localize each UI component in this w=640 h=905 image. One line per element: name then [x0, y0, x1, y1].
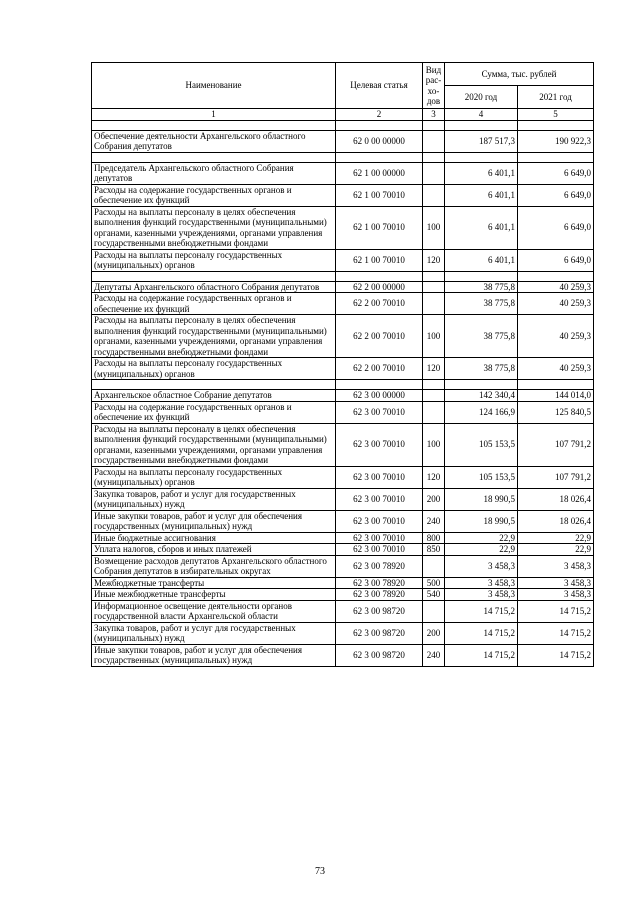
row-expense-type: 800 — [423, 532, 445, 544]
column-index: 4 — [445, 109, 518, 121]
row-target-code: 62 0 00 00000 — [336, 130, 423, 152]
page-number: 73 — [315, 866, 325, 877]
table-row — [92, 555, 594, 577]
row-name: Возмещение расходов депутатов Архангельского областного Собрания депутатов в избирательных округах — [92, 555, 336, 577]
spacer-cell — [336, 152, 423, 162]
spacer-cell — [518, 120, 594, 130]
row-target-code: 62 3 00 78920 — [336, 555, 423, 577]
spacer-row — [92, 380, 594, 390]
row-target-code: 62 2 00 00000 — [336, 281, 423, 293]
section-row — [92, 162, 594, 184]
row-expense-type — [423, 293, 445, 315]
row-value-2020: 6 401,1 — [445, 249, 518, 271]
row-value-2021: 6 649,0 — [518, 206, 594, 249]
row-value-2021: 6 649,0 — [518, 249, 594, 271]
row-name: Уплата налогов, сборов и иных платежей — [92, 544, 336, 556]
row-name: Расходы на выплаты персоналу в целях обеспечения выполнения функций государственными (муниципальными) органами, казенными учреждениями, органами управления государственными внебюджетными фондами — [92, 206, 336, 249]
row-value-2020: 14 715,2 — [445, 622, 518, 644]
row-target-code: 62 1 00 70010 — [336, 184, 423, 206]
spacer-cell — [92, 271, 336, 281]
row-name: Иные бюджетные ассигнования — [92, 532, 336, 544]
section-row — [92, 130, 594, 152]
row-value-2021: 6 649,0 — [518, 162, 594, 184]
row-target-code: 62 3 00 70010 — [336, 466, 423, 488]
row-name: Закупка товаров, работ и услуг для государственных (муниципальных) нужд — [92, 488, 336, 510]
row-name: Расходы на выплаты персоналу государственных (муниципальных) органов — [92, 358, 336, 380]
row-value-2021: 14 715,2 — [518, 622, 594, 644]
spacer-cell — [336, 271, 423, 281]
row-name: Председатель Архангельского областного Собрания депутатов — [92, 162, 336, 184]
row-target-code: 62 3 00 78920 — [336, 589, 423, 601]
row-value-2021: 40 259,3 — [518, 358, 594, 380]
row-name: Закупка товаров, работ и услуг для государственных (муниципальных) нужд — [92, 622, 336, 644]
table-row — [92, 184, 594, 206]
row-name: Расходы на выплаты персоналу государственных (муниципальных) органов — [92, 249, 336, 271]
column-index: 1 — [92, 109, 336, 121]
row-value-2020: 38 775,8 — [445, 358, 518, 380]
spacer-cell — [445, 120, 518, 130]
row-name: Расходы на содержание государственных органов и обеспечение их функций — [92, 184, 336, 206]
row-value-2021: 190 922,3 — [518, 130, 594, 152]
header-2020: 2020 год — [445, 86, 518, 109]
column-index: 5 — [518, 109, 594, 121]
table-row — [92, 532, 594, 544]
row-expense-type: 850 — [423, 544, 445, 556]
column-index-row — [92, 109, 594, 121]
budget-table — [91, 62, 594, 667]
row-value-2021: 40 259,3 — [518, 315, 594, 358]
row-expense-type — [423, 390, 445, 402]
row-target-code: 62 1 00 00000 — [336, 162, 423, 184]
row-expense-type — [423, 281, 445, 293]
row-target-code: 62 3 00 98720 — [336, 622, 423, 644]
row-expense-type: 120 — [423, 466, 445, 488]
table-row — [92, 206, 594, 249]
row-expense-type: 120 — [423, 358, 445, 380]
column-index: 3 — [423, 109, 445, 121]
row-name: Иные закупки товаров, работ и услуг для обеспечения государственных (муниципальных) нужд — [92, 510, 336, 532]
header-2021: 2021 год — [518, 86, 594, 109]
table-row — [92, 401, 594, 423]
table-row — [92, 293, 594, 315]
header-name: Наименование — [92, 63, 336, 109]
table-row — [92, 589, 594, 601]
column-index: 2 — [336, 109, 423, 121]
row-value-2021: 14 715,2 — [518, 644, 594, 666]
row-value-2020: 38 775,8 — [445, 281, 518, 293]
table-row — [92, 622, 594, 644]
table-row — [92, 315, 594, 358]
row-value-2021: 6 649,0 — [518, 184, 594, 206]
row-expense-type: 500 — [423, 577, 445, 589]
row-expense-type — [423, 184, 445, 206]
row-value-2020: 18 990,5 — [445, 488, 518, 510]
table-row — [92, 510, 594, 532]
row-value-2020: 14 715,2 — [445, 644, 518, 666]
spacer-cell — [518, 271, 594, 281]
spacer-cell — [445, 271, 518, 281]
row-target-code: 62 3 00 70010 — [336, 423, 423, 466]
spacer-cell — [92, 120, 336, 130]
row-expense-type: 100 — [423, 315, 445, 358]
row-name: Иные межбюджетные трансферты — [92, 589, 336, 601]
row-value-2020: 105 153,5 — [445, 423, 518, 466]
row-value-2020: 38 775,8 — [445, 315, 518, 358]
row-target-code: 62 3 00 70010 — [336, 401, 423, 423]
table-row — [92, 488, 594, 510]
spacer-cell — [518, 152, 594, 162]
row-value-2021: 3 458,3 — [518, 555, 594, 577]
row-value-2021: 14 715,2 — [518, 600, 594, 622]
table-row — [92, 466, 594, 488]
row-expense-type — [423, 555, 445, 577]
header-row — [92, 63, 594, 86]
table-row — [92, 577, 594, 589]
row-value-2021: 18 026,4 — [518, 510, 594, 532]
row-target-code: 62 3 00 70010 — [336, 544, 423, 556]
row-expense-type: 200 — [423, 622, 445, 644]
row-value-2021: 3 458,3 — [518, 589, 594, 601]
row-expense-type: 540 — [423, 589, 445, 601]
row-expense-type: 240 — [423, 644, 445, 666]
row-target-code: 62 3 00 78920 — [336, 577, 423, 589]
spacer-cell — [423, 152, 445, 162]
spacer-cell — [423, 120, 445, 130]
table-row — [92, 644, 594, 666]
row-name: Расходы на содержание государственных органов и обеспечение их функций — [92, 401, 336, 423]
table-body — [92, 120, 594, 666]
row-value-2020: 22,9 — [445, 532, 518, 544]
spacer-cell — [336, 380, 423, 390]
row-expense-type: 100 — [423, 423, 445, 466]
row-value-2021: 3 458,3 — [518, 577, 594, 589]
row-expense-type: 120 — [423, 249, 445, 271]
row-value-2020: 3 458,3 — [445, 589, 518, 601]
section-row — [92, 390, 594, 402]
row-value-2020: 14 715,2 — [445, 600, 518, 622]
row-expense-type — [423, 162, 445, 184]
row-name: Депутаты Архангельского областного Собрания депутатов — [92, 281, 336, 293]
row-target-code: 62 2 00 70010 — [336, 358, 423, 380]
row-name: Обеспечение деятельности Архангельского областного Собрания депутатов — [92, 130, 336, 152]
row-name: Расходы на содержание государственных органов и обеспечение их функций — [92, 293, 336, 315]
spacer-cell — [336, 120, 423, 130]
table-row — [92, 249, 594, 271]
row-value-2020: 6 401,1 — [445, 162, 518, 184]
row-expense-type — [423, 130, 445, 152]
row-value-2020: 105 153,5 — [445, 466, 518, 488]
row-name: Расходы на выплаты персоналу в целях обеспечения выполнения функций государственными (муниципальными) органами, казенными учреждениями, органами управления государственными внебюджетными фондами — [92, 423, 336, 466]
row-name: Иные закупки товаров, работ и услуг для обеспечения государственных (муниципальных) нужд — [92, 644, 336, 666]
row-target-code: 62 3 00 00000 — [336, 390, 423, 402]
row-value-2020: 18 990,5 — [445, 510, 518, 532]
table-row — [92, 423, 594, 466]
spacer-row — [92, 120, 594, 130]
spacer-cell — [445, 380, 518, 390]
row-value-2020: 187 517,3 — [445, 130, 518, 152]
row-value-2021: 107 791,2 — [518, 423, 594, 466]
row-name: Расходы на выплаты персоналу государственных (муниципальных) органов — [92, 466, 336, 488]
row-expense-type — [423, 401, 445, 423]
table-row — [92, 544, 594, 556]
row-value-2020: 3 458,3 — [445, 555, 518, 577]
row-name: Архангельское областное Собрание депутатов — [92, 390, 336, 402]
row-value-2021: 107 791,2 — [518, 466, 594, 488]
header-target: Целевая статья — [336, 63, 423, 109]
row-target-code: 62 1 00 70010 — [336, 249, 423, 271]
row-name: Информационное освещение деятельности органов государственной власти Архангельской области — [92, 600, 336, 622]
row-target-code: 62 2 00 70010 — [336, 293, 423, 315]
spacer-cell — [423, 380, 445, 390]
spacer-row — [92, 271, 594, 281]
section-row — [92, 281, 594, 293]
row-expense-type: 200 — [423, 488, 445, 510]
row-value-2021: 125 840,5 — [518, 401, 594, 423]
table-row — [92, 358, 594, 380]
row-name: Межбюджетные трансферты — [92, 577, 336, 589]
row-value-2021: 40 259,3 — [518, 281, 594, 293]
spacer-row — [92, 152, 594, 162]
row-value-2021: 18 026,4 — [518, 488, 594, 510]
row-target-code: 62 3 00 70010 — [336, 488, 423, 510]
row-target-code: 62 3 00 98720 — [336, 600, 423, 622]
row-target-code: 62 3 00 70010 — [336, 532, 423, 544]
row-value-2020: 142 340,4 — [445, 390, 518, 402]
row-value-2020: 6 401,1 — [445, 184, 518, 206]
row-value-2020: 6 401,1 — [445, 206, 518, 249]
row-value-2021: 144 014,0 — [518, 390, 594, 402]
row-value-2020: 22,9 — [445, 544, 518, 556]
row-expense-type: 240 — [423, 510, 445, 532]
row-value-2020: 3 458,3 — [445, 577, 518, 589]
spacer-cell — [92, 380, 336, 390]
row-value-2021: 40 259,3 — [518, 293, 594, 315]
row-target-code: 62 3 00 70010 — [336, 510, 423, 532]
header-type: Вид рас-хо-дов — [423, 63, 445, 109]
row-name: Расходы на выплаты персоналу в целях обеспечения выполнения функций государственными (муниципальными) органами, казенными учреждениями, органами управления государственными внебюджетными фондами — [92, 315, 336, 358]
row-target-code: 62 3 00 98720 — [336, 644, 423, 666]
table-row — [92, 600, 594, 622]
row-expense-type: 100 — [423, 206, 445, 249]
row-value-2020: 124 166,9 — [445, 401, 518, 423]
row-target-code: 62 1 00 70010 — [336, 206, 423, 249]
spacer-cell — [92, 152, 336, 162]
row-value-2021: 22,9 — [518, 532, 594, 544]
row-value-2020: 38 775,8 — [445, 293, 518, 315]
header-sum: Сумма, тыс. рублей — [445, 63, 594, 86]
spacer-cell — [423, 271, 445, 281]
spacer-cell — [445, 152, 518, 162]
row-target-code: 62 2 00 70010 — [336, 315, 423, 358]
row-value-2021: 22,9 — [518, 544, 594, 556]
spacer-cell — [518, 380, 594, 390]
row-expense-type — [423, 600, 445, 622]
